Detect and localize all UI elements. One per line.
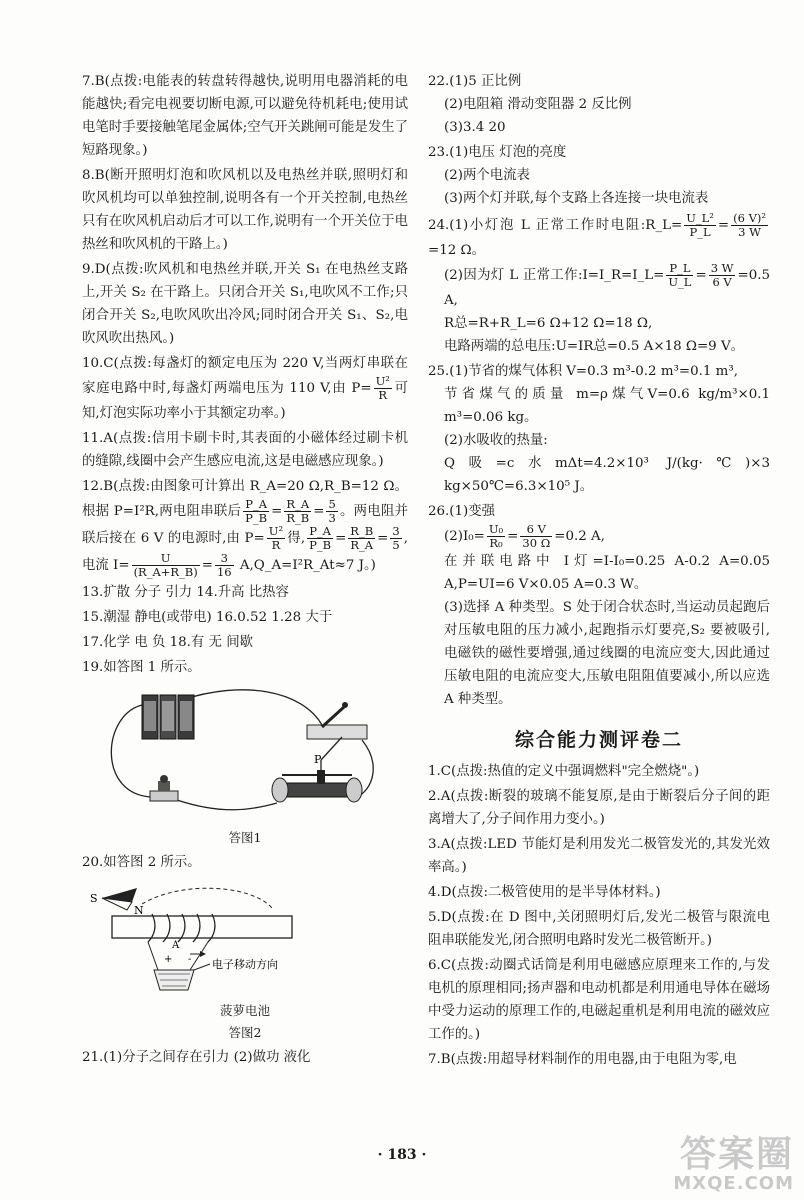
figure-1-caption: 答图1 <box>228 830 262 845</box>
answer-23-1: 23.(1)电压 灯泡的亮度 <box>428 145 567 160</box>
answer-26-2: (2)I₀= $\frac{\text{U₀}}{\text{R₀}}$ = $\frac{6 V}{30 \Omega}$ =0.2 A, <box>444 522 605 550</box>
answer-9: 9.D(点拨:吹风机和电热丝并联,开关 S₁ 在电热丝支路上,开关 S₂ 在干路上。只闭合开关 S₁,电吹风不工作;只闭合开关 S₂,电吹风吹出冷风;同时闭合开关 S₁、S₂,电吹风吹出热风。) <box>82 262 408 346</box>
answer-24-1: 24.(1)小灯泡 L 正常工作时电阻:R_L= $\frac{\text{U\_L²}}{P\_L}$ = $\frac{\text{(6 V)²}}{3 W}$ =12 Ω。 <box>428 211 766 258</box>
answer-s5: 5.D(点拨:在 D 图中,关闭照明灯后,发光二极管与限流电阻串联能发光,闭合照明电路时发光二极管断开。) <box>428 910 770 948</box>
slider-label-p: P <box>314 753 322 766</box>
wire <box>182 690 322 725</box>
fraction-u2-r: $\frac{\text{U²}}{R}$ <box>375 374 390 402</box>
figure-1-circuit <box>82 685 408 847</box>
answer-24-4: 电路两端的总电压:U=IR总=0.5 A×18 Ω=9 V。 <box>444 339 745 354</box>
pineapple-battery-icon <box>154 970 194 990</box>
field-line <box>142 888 272 908</box>
answer-26-4: (3)选择 A 种类型。S 处于闭合状态时,当运动员起跑后对压敏电阻的压力减小,起跑指示灯要亮,S₂ 要被吸引,电磁铁的磁性要增强,通过线圈的电流应变大,因此通过压敏电阻的电流应变大,压敏电阻阻值要减小,所以应选 A 种类型。 <box>444 600 775 707</box>
watermark-logo: 答案圈 <box>679 1134 794 1175</box>
figure-2-caption: 答图2 <box>228 1025 262 1040</box>
circuit-diagram <box>82 685 408 825</box>
answer-s4: 4.D(点拨:二极管使用的是半导体材料。) <box>428 885 661 900</box>
answer-23-3: (3)两个灯并联,每个支路上各连接一块电流表 <box>444 191 709 206</box>
label-n: N <box>134 904 144 917</box>
fraction: $\frac{P\_A}{P\_B}$ <box>245 497 268 525</box>
fraction: $\frac{\text{(6 V)²}}{3 W}$ <box>733 211 766 239</box>
answer-25-1: 25.(1)节省的煤气体积 V=0.3 m³-0.2 m³=0.1 m³, <box>428 364 738 379</box>
figure-2-solenoid <box>82 880 408 1042</box>
answer-10: 10.C(点拨:每盏灯的额定电压为 220 V,当两灯串联在家庭电路中时,每盏灯两端电压为 110 V,由 P= $\frac{\text{U²}}{R}$ 可知,灯泡实际功率小于其额定功率。) <box>82 356 408 421</box>
answer-15-16: 15.潮湿 静电(或带电) 16.0.52 1.28 大于 <box>82 610 333 625</box>
battery-pack-icon <box>142 695 194 739</box>
answer-22-3: (3)3.4 20 <box>444 120 506 135</box>
answer-17-18: 17.化学 电 负 18.有 无 间歇 <box>82 635 253 650</box>
answer-8: 8.B(断开照明灯泡和吹风机以及电热丝并联,照明灯和吹风机均可以单独控制,说明各有一个开关控制,电热丝只有在吹风机启动后才可以工作,说明有一个开关位于电热丝和吹风机的干路上。) <box>82 168 408 252</box>
plus-sign: + <box>164 954 173 965</box>
answer-23-2: (2)两个电流表 <box>444 168 530 183</box>
wire <box>177 800 277 810</box>
label-a: A <box>172 940 180 951</box>
answer-25-3: (2)水吸收的热量: <box>444 433 548 448</box>
answer-20: 20.如答图 2 所示。 <box>82 855 201 870</box>
answer-26-3: 在并联电路中 I灯=I-I₀=0.25 A-0.2 A=0.05 A,P=UI=6 V×0.05 A=0.3 W。 <box>444 554 775 592</box>
fraction: $\frac{\text{U²}}{R}$ <box>268 524 284 552</box>
fraction: $\frac{\text{U₀}}{\text{R₀}}$ <box>488 522 504 550</box>
fraction: $\frac{P\_A}{P\_B}$ <box>309 524 332 552</box>
answer-25-4: Q吸=c水mΔt=4.2×10³ J/(kg·℃)×3 kg×50℃=6.3×10⁵ J。 <box>444 456 775 494</box>
answer-25-2: 节省煤气的质量 m=ρ煤气V=0.6 kg/m³×0.1 m³=0.06 kg。 <box>444 387 775 425</box>
fraction: $\frac{R\_A}{R\_B}$ <box>286 497 310 525</box>
answer-s1: 1.C(点拨:热值的定义中强调燃料"完全燃烧"。) <box>428 764 700 779</box>
knife-switch-icon <box>307 702 367 739</box>
label-s: S <box>90 892 98 905</box>
answer-s3: 3.A(点拨:LED 节能灯是利用发光二极管发光的,其发光效率高。) <box>428 837 770 875</box>
fraction: $\frac{3}{5}$ <box>392 524 400 552</box>
battery-label: 菠萝电池 <box>219 1003 270 1018</box>
compass-needle-icon <box>102 888 137 910</box>
answer-s2: 2.A(点拨:断裂的玻璃不能复原,是由于断裂后分子间的距离增大了,分子间作用力变小。) <box>428 789 770 827</box>
push-button-switch-icon <box>150 775 178 801</box>
answer-24-3: R总=R+R_L=6 Ω+12 Ω=18 Ω, <box>444 316 653 331</box>
rheostat-icon <box>272 737 362 802</box>
answer-22-2: (2)电阻箱 滑动变阻器 2 反比例 <box>444 97 632 112</box>
fraction: $\frac{U}{(R\_A+R\_B)}$ <box>133 551 198 579</box>
label-electron-direction: 电子移动方向 <box>212 959 278 971</box>
fraction: $\frac{6 V}{30 \Omega}$ <box>522 522 551 550</box>
watermark <box>673 1134 794 1194</box>
solenoid-diagram <box>82 880 408 998</box>
section-title: 综合能力测评卷二 <box>514 729 683 751</box>
leader-line <box>194 964 210 970</box>
fraction: $\frac{\text{U\_L²}}{P\_L}$ <box>686 211 714 239</box>
answer-24-2: (2)因为灯 L 正常工作:I=I_R=I_L= $\frac{P\_L}{U\_L}$ = $\frac{3 W}{6 V}$ =0.5 A, <box>444 261 775 308</box>
wire <box>148 942 158 970</box>
answer-s6: 6.C(点拨:动圈式话筒是利用电磁感应原理来工作的,与发电机的原理相同;扬声器和电动机都是利用通电导体在磁场中受力运动的原理工作的,电磁起重机是利用电流的磁效应工作的。) <box>428 958 770 1042</box>
answer-21: 21.(1)分子之间存在引力 (2)做功 液化 <box>82 1050 311 1065</box>
arrow-head-icon <box>200 951 206 957</box>
iron-core <box>112 916 292 938</box>
page-number: · 183 · <box>377 1147 427 1163</box>
fraction: $\frac{5}{3}$ <box>328 497 336 525</box>
right-column <box>428 70 775 1073</box>
answer-11: 11.A(点拨:信用卡刷卡时,其表面的小磁体经过刷卡机的缝隙,线圈中会产生感应电流,这是电磁感应现象。) <box>82 431 408 469</box>
answer-22-1: 22.(1)5 正比例 <box>428 74 522 89</box>
fraction: $\frac{3}{16}$ <box>216 551 232 579</box>
fraction: $\frac{3 W}{6 V}$ <box>710 261 734 289</box>
answer-7: 7.B(点拨:电能表的转盘转得越快,说明用电器消耗的电能越快;看完电视要切断电源,可以避免待机耗电;使用试电笔时手要接触笔尾金属体;空气开关跳闸可能是发生了短路现象。) <box>82 74 408 158</box>
answer-19: 19.如答图 1 所示。 <box>82 660 201 675</box>
left-column <box>82 70 408 1071</box>
watermark-url: MXQE.COM <box>673 1173 794 1194</box>
fraction: $\frac{R\_B}{R\_A}$ <box>350 524 374 552</box>
fraction: $\frac{P\_L}{U\_L}$ <box>668 261 692 289</box>
answer-26-1: 26.(1)变强 <box>428 504 496 519</box>
minus-sign: - <box>188 954 192 965</box>
answer-s7: 7.B(点拨:用超导材料制作的用电器,由于电阻为零,电 <box>428 1052 737 1067</box>
answer-12: 12.B(点拨:由图象可计算出 R_A=20 Ω,R_B=12 Ω。根据 P=I²R,两电阻串联后 $\frac{P\_A}{P\_B}$ = $\frac{R\_A}{R\_B}$ = $\frac{5}{3}$ 。两电阻并联后接在 6 V 的电源时,由 P= $\frac{\text{U²}}{R}$ 得, $\frac{P\_A}{P\_B}$ = $\frac{R\_B}{R\_A}$ = $\frac{3}{5}$ ,电流 I= $\frac{U}{(R\_A+R\_B)}$ = $\frac{3}{16}$ A,Q_A=I²R_At≈7 J。) <box>82 479 409 579</box>
answer-13-14: 13.扩散 分子 引力 14.升高 比热容 <box>82 585 289 600</box>
